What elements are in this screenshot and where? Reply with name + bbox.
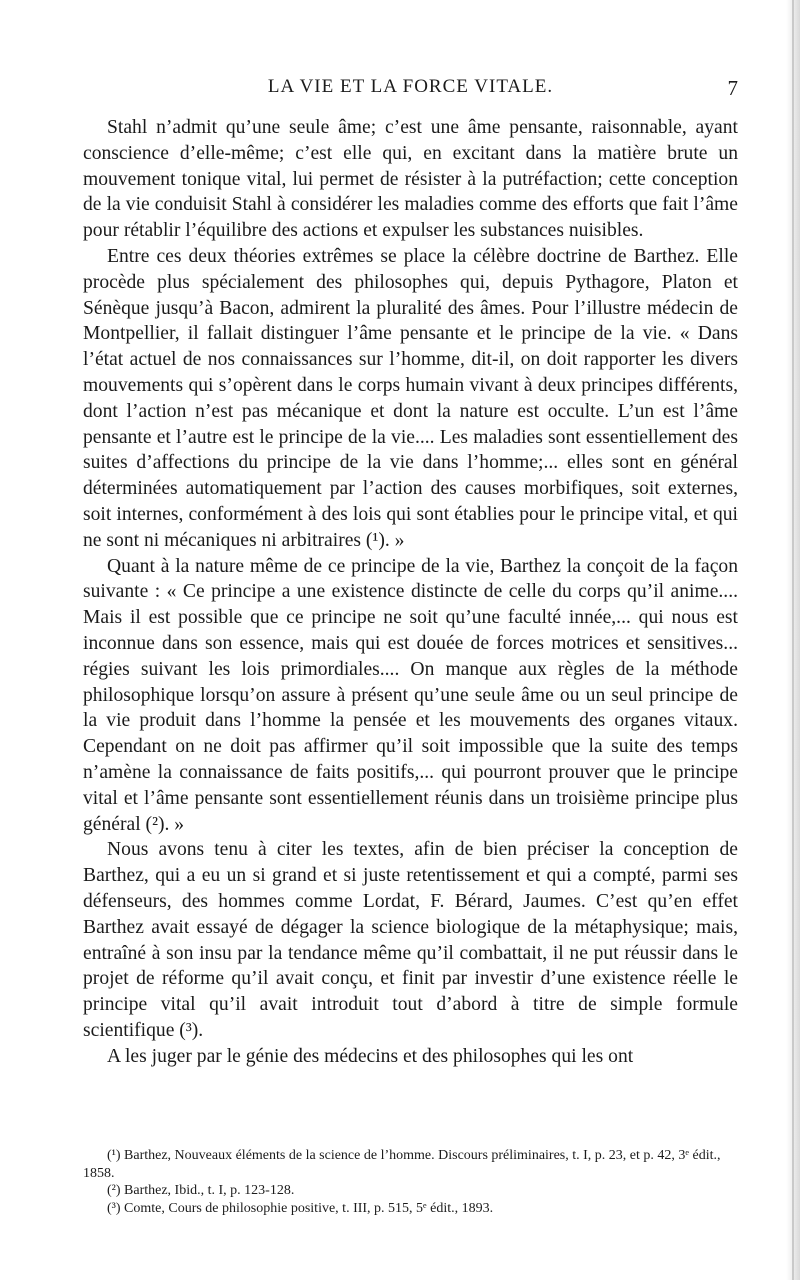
paragraph-stahl: Stahl n’admit qu’une seule âme; c’est une âme pensante, raisonnable, ayant conscience d’elle-même; c’est elle qui, en excitant dans la matière brute un mouvement tonique vital, lui permet de résister à la putréfaction; cette conception de la vie conduisit Stahl à considérer les maladies comme des efforts que fait l’âme pour rétablir l’équilibre des actions et expulser les substances nuisibles. — [83, 117, 738, 242]
paragraph-citer-textes: Nous avons tenu à citer les textes, afin de bien préciser la conception de Barthez, qui a eu un si grand et si juste retentissement et qui a compté, parmi ses défenseurs, des hommes comme Lordat, F. Bérard, Jaumes. C’est qu’en effet Barthez avait essayé de dégager la science biologique de la métaphysique; mais, entraîné à son insu par la tendance même qu’il combattait, il ne put réussir dans le projet de réforme qu’il avait conçu, et finit par investir d’une existence réelle le principe vital qu’il avait introduit tout d’abord à titre de simple formule scientifique (³). — [83, 839, 738, 1041]
body-text — [83, 115, 738, 1069]
running-header — [83, 76, 738, 106]
paragraph-barthez-doctrine: Entre ces deux théories extrêmes se place la célèbre doctrine de Barthez. Elle procède plus spécialement des philosophes qui, depuis Pythagore, Platon et Sénèque jusqu’à Bacon, admirent la pluralité des âmes. Pour l’illustre médecin de Montpellier, il fallait distinguer l’âme pensante et le principe de la vie. « Dans l’état actuel de nos connaissances sur l’homme, dit-il, on doit rapporter les divers mouvements qui s’opèrent dans le corps humain vivant à deux principes différents, dont l’action n’est pas mécanique et dont la nature est occulte. L’un est l’âme pensante et l’autre est le principe de la vie.... Les maladies sont essentiellement des suites d’affections du principe de la vie dans l’homme;... elles sont en général déterminées automatiquement par l’action des causes morbifiques, soit externes, soit internes, conformément à des lois qui sont établies pour le principe vital, et qui ne sont ni mécaniques ni arbitraires (¹). » — [83, 245, 738, 551]
paragraph-juger: A les juger par le génie des médecins et des philosophes qui les ont — [107, 1045, 634, 1067]
running-title: LA VIE ET LA FORCE VITALE. — [267, 76, 554, 97]
page-edge-line — [792, 0, 794, 1280]
paragraph-principe-vie: Quant à la nature même de ce principe de la vie, Barthez la conçoit de la façon suivante : « Ce principe a une existence distincte de celle du corps qu’il anime.... Mais il est possible que ce principe ne soit qu’une faculté innée,... qui nous est inconnue dans son essence, mais qui est douée de forces motrices et sensitives... régies suivant les lois primordiales.... On manque aux règles de la méthode philosophique lorsqu’on assure à présent qu’une seule âme ou un seul principe de la vie produit dans l’homme la pensée et les mouvements des organes vitaux. Cependant on ne doit pas affirmer qu’il soit impossible que la suite des temps n’amène la connaissance de faits positifs,... qui pourront prouver que le principe vital et l’âme pensante sont essentiellement réunis dans un troisième principe plus général (²). » — [83, 555, 738, 835]
footnotes — [83, 1147, 738, 1217]
footnote-2: (²) Barthez, Ibid., t. I, p. 123-128. — [107, 1183, 295, 1198]
page-number: 7 — [727, 76, 738, 100]
footnote-3: (³) Comte, Cours de philosophie positive, t. III, p. 515, 5ᵉ édit., 1893. — [107, 1200, 494, 1216]
footnote-1: (¹) Barthez, Nouveaux éléments de la science de l’homme. Discours préliminaires, t. I, p. 23, et p. 42, 3ᵉ édit., 1858. — [83, 1148, 721, 1181]
